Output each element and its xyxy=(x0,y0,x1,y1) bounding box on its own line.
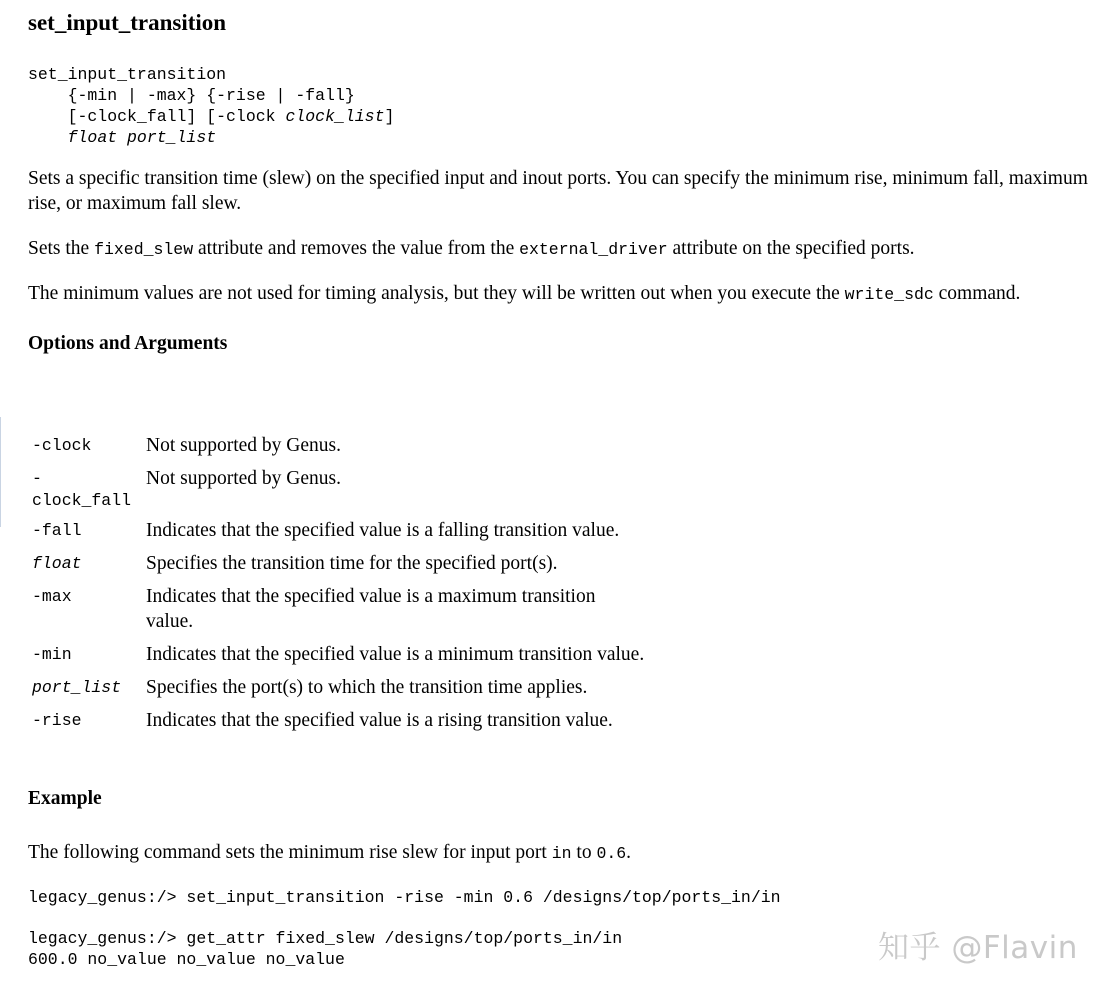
option-name: - clock_fall xyxy=(32,469,132,510)
description-paragraph-3 xyxy=(28,281,1108,307)
option-name: -rise xyxy=(32,711,82,730)
option-description: Specifies the transition time for the specified port(s). xyxy=(146,553,558,574)
option-name: -fall xyxy=(32,521,82,540)
left-border-line xyxy=(0,417,1,527)
watermark: 知乎 @Flavin xyxy=(878,930,1078,966)
option-name: -max xyxy=(32,587,72,606)
section-heading-options: Options and Arguments xyxy=(28,333,228,354)
description-paragraph-2 xyxy=(28,236,1103,262)
example-text-a: The following command sets the minimum rise slew for input port xyxy=(28,842,552,863)
p2-text-c: attribute on the specified ports. xyxy=(667,238,915,259)
example-code-value: 0.6 xyxy=(596,844,627,863)
example-code-port: in xyxy=(551,844,572,863)
option-name: -min xyxy=(32,645,72,664)
p2-text-a: Sets the xyxy=(28,238,95,259)
option-row xyxy=(32,708,672,733)
p2-code-fixed-slew: fixed_slew xyxy=(94,240,194,259)
option-row xyxy=(32,584,672,634)
option-name: port_list xyxy=(32,678,122,697)
command-syntax xyxy=(28,64,394,148)
option-row xyxy=(32,642,672,667)
option-row xyxy=(32,433,672,458)
option-row xyxy=(32,466,672,512)
option-description: Not supported by Genus. xyxy=(146,435,341,456)
example-text-c: . xyxy=(626,842,632,863)
option-description: Indicates that the specified value is a minimum transition value. xyxy=(146,644,645,665)
example-command-2: legacy_genus:/> get_attr fixed_slew /designs/top/ports_in/in xyxy=(28,929,623,948)
syntax-line-4: float port_list xyxy=(67,128,217,147)
option-description: Indicates that the specified value is a falling transition value. xyxy=(146,520,620,541)
option-description: Indicates that the specified value is a maximum transition value. xyxy=(146,586,596,632)
section-heading-example: Example xyxy=(28,788,102,809)
syntax-line-1: set_input_transition xyxy=(28,65,227,84)
option-description: Specifies the port(s) to which the transition time applies. xyxy=(146,677,588,698)
option-name: -clock xyxy=(32,436,92,455)
example-output: 600.0 no_value no_value no_value xyxy=(28,950,345,969)
options-table xyxy=(32,433,672,733)
option-name: float xyxy=(32,554,82,573)
option-description: Indicates that the specified value is a rising transition value. xyxy=(146,710,613,731)
p2-text-b: attribute and removes the value from the xyxy=(193,238,520,259)
syntax-line-3-suffix: ] xyxy=(384,107,395,126)
p2-code-external-driver: external_driver xyxy=(519,240,668,259)
option-row xyxy=(32,518,672,543)
option-row xyxy=(32,551,672,576)
syntax-line-3-arg: clock_list xyxy=(285,107,385,126)
syntax-line-2: {-min | -max} {-rise | -fall} xyxy=(28,86,355,105)
syntax-line-3-prefix: [-clock_fall] [-clock xyxy=(28,107,286,126)
example-text-b: to xyxy=(571,842,597,863)
example-command-1: legacy_genus:/> set_input_transition -rise -min 0.6 /designs/top/ports_in/in xyxy=(28,888,781,907)
p3-text-a: The minimum values are not used for timing analysis, but they will be written out when you execute the xyxy=(28,283,845,304)
description-paragraph-1: Sets a specific transition time (slew) on the specified input and inout ports. You can specify the minimum rise, minimum fall, maximum rise, or maximum fall slew. xyxy=(28,168,1088,214)
p3-code-write-sdc: write_sdc xyxy=(844,285,934,304)
example-description xyxy=(28,840,1103,866)
option-row xyxy=(32,675,672,700)
p3-text-b: command. xyxy=(933,283,1021,304)
page-title: set_input_transition xyxy=(28,10,227,35)
option-description: Not supported by Genus. xyxy=(146,468,341,489)
